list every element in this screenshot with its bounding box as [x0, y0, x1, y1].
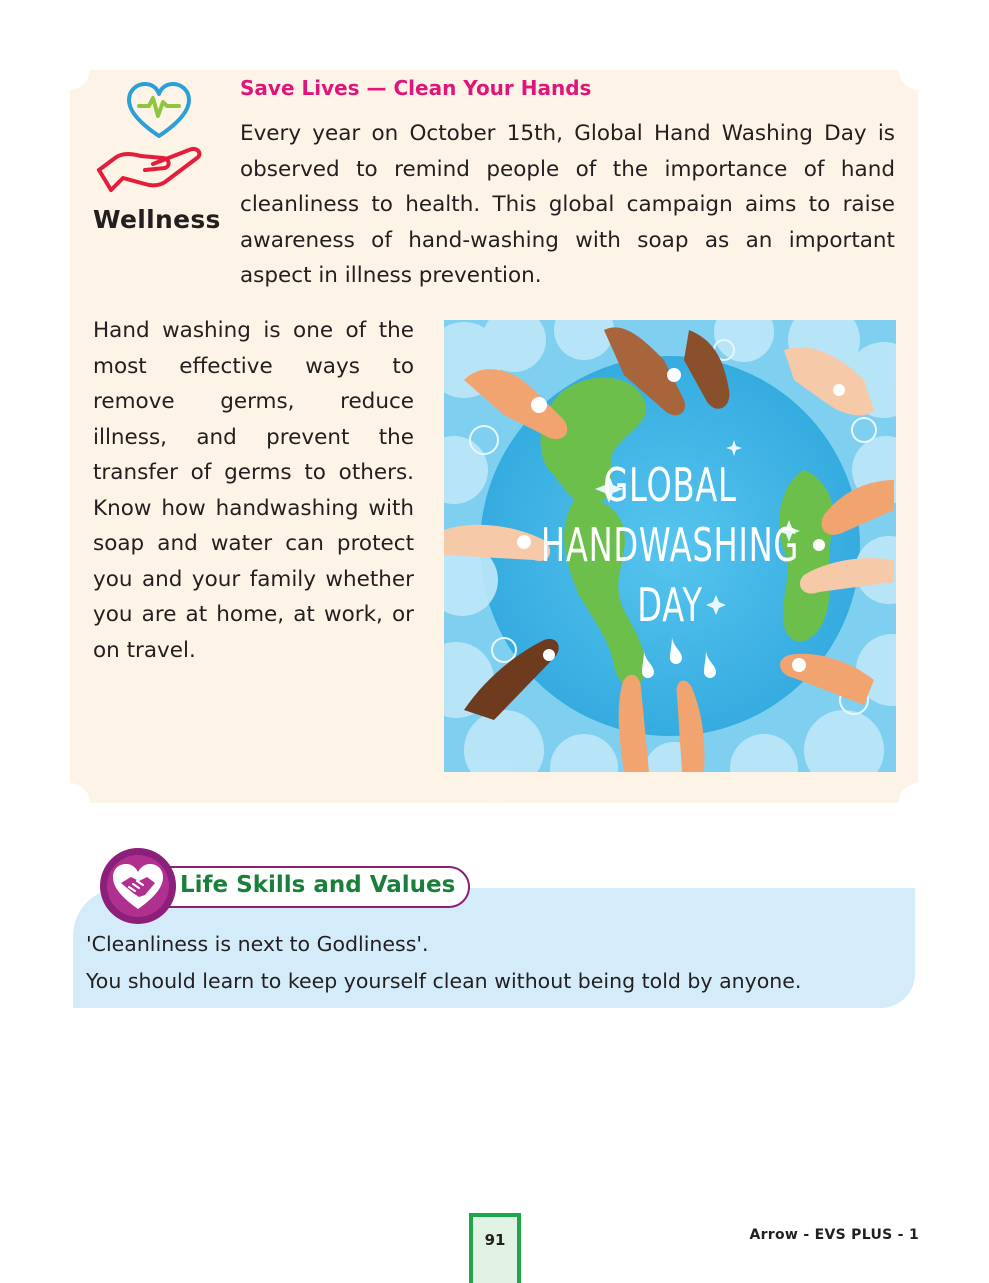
wellness-body-paragraph: Hand washing is one of the most effective ways to remove germs, reduce illness, and prevent the transfer of germs to others. Know how handwashing with soap and water can protect you and your family whether you are at home, at work, or on travel.	[93, 318, 414, 663]
wellness-intro-paragraph: Every year on October 15th, Global Hand Washing Day is observed to remind people of the importance of hand cleanliness to health. This global campaign aims to raise awareness of hand-washing with soap as an important aspect in illness prevention.	[240, 121, 895, 288]
poster-text-day: DAY	[637, 578, 703, 632]
wellness-title: Save Lives — Clean Your Hands	[240, 76, 592, 100]
handshake-heart-icon	[99, 847, 177, 925]
poster-text-global: GLOBAL	[603, 458, 737, 512]
life-skills-title: Life Skills and Values	[180, 872, 456, 898]
page-number: 91	[484, 1231, 506, 1249]
handwashing-day-poster	[444, 320, 896, 772]
wellness-label: Wellness	[93, 205, 221, 234]
page-number-box	[469, 1213, 521, 1283]
life-skills-quote: 'Cleanliness is next to Godliness'.	[86, 932, 429, 956]
footer-brand: Arrow - EVS PLUS - 1	[749, 1227, 919, 1243]
heart-in-hand-icon	[93, 78, 221, 206]
life-skills-advice: You should learn to keep yourself clean without being told by anyone.	[86, 969, 802, 993]
poster-text-handwashing: HANDWASHING	[540, 518, 800, 572]
